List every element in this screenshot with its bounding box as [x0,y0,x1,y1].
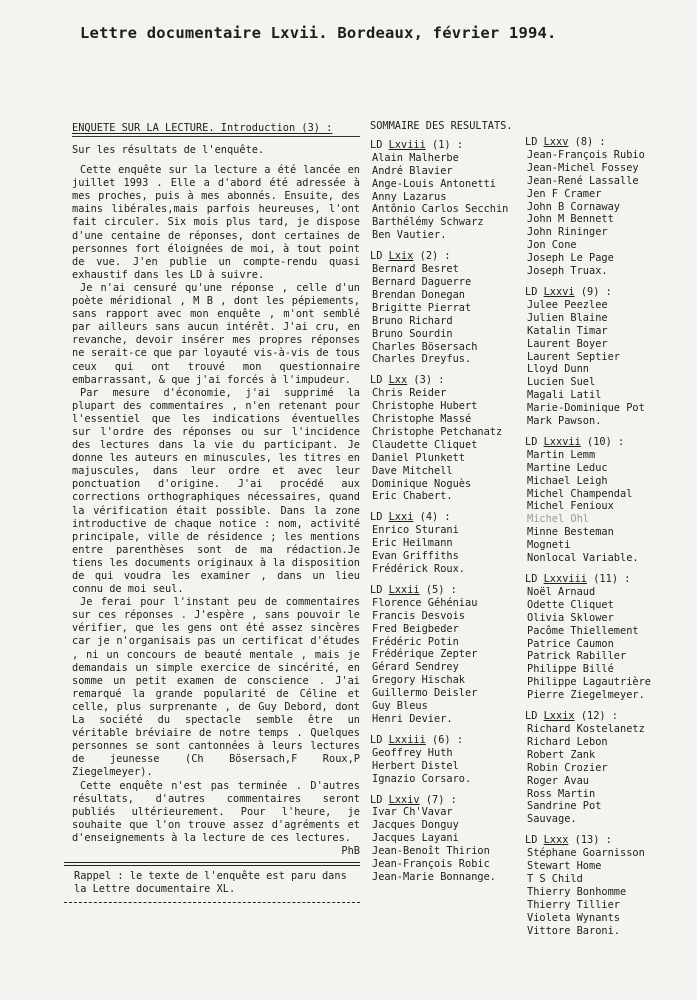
group-prefix: LD [525,285,538,298]
result-group [370,511,530,576]
participant-name: Barthélémy Schwarz [372,216,484,229]
participant-name: Jean-François Rubio [527,148,645,161]
participant-name: Ignazio Corsaro. [372,772,472,785]
result-group [370,734,530,786]
participant-name: Bruno Sourdin [372,327,453,340]
signature: PhB [341,844,360,857]
participant-name: Philippe Billé [527,663,614,676]
participant-name: Michel Fenioux [527,500,614,513]
summary-column-right [525,136,690,945]
participant-name: Fred Beigbeder [372,622,459,635]
result-group-heading [370,374,530,387]
participant-name: Laurent Septier [527,350,620,363]
result-group-heading [525,286,690,299]
participant-name: Frédéric Potin [372,635,459,648]
group-count: (12) : [580,710,619,723]
participant-name: Mark Pawson. [527,415,602,428]
group-roman-number: Lxxv [543,136,569,148]
participant-name: Robin Crozier [527,761,608,774]
participant-name: Bernard Daguerre [372,275,472,288]
participant-name: Evan Griffiths [372,550,459,563]
participant-name: Stéphane Goarnisson [527,847,645,860]
participant-name: Henri Devier. [372,712,453,725]
group-prefix: LD [370,511,383,524]
participant-name: Enrico Sturani [372,524,459,537]
participant-name: Roger Avau [527,774,589,787]
group-count: (6) : [432,733,464,746]
participant-name: Patrick Rabiller [527,650,627,663]
participant-name: Robert Zank [527,748,596,761]
result-group-heading [370,794,530,807]
result-group [370,139,530,242]
participant-name: Anny Lazarus [372,190,447,203]
participant-name: Marie-Dominique Pot [527,402,645,415]
result-group [525,834,690,937]
article-paragraph: Je ferai pour l'instant peu de commentaires sur ces réponses . J'espère , sans pouvoir le vérifier, que les gens ont été assez sincères car je n'organisais pas un certificat d'études , ni un concours de beauté mentale , mais je demandais un simple exercice de sincérité, en somme un petit examen de conscience . J'ai remarqué la grande popularité de Céline et celle, plus surprenante , de Guy Debord, dont La société du spectacle semble être un véritable bréviaire de notre temps . Quelques personnes se sont cantonnées à leurs lectures de jeunesse (Ch Bösersach,F Roux,P Ziegelmeyer). [72,596,360,779]
result-group [525,436,690,565]
group-roman-number: Lxviii [388,138,426,151]
participant-name: Mogneti [527,539,571,552]
participant-name: Sauvage. [527,813,577,826]
result-group-heading [525,136,690,149]
participant-name: Charles Dreyfus. [372,353,472,366]
participant-name: Patrice Caumon [527,637,614,650]
participant-name: Florence Géhéniau [372,596,478,609]
group-roman-number: Lxxvii [543,435,581,448]
participant-name: John Rininger [527,226,608,239]
group-roman-number: Lxix [388,250,414,263]
participant-name: Jacques Donguy [372,819,459,832]
summary-heading: SOMMAIRE DES RESULTATS. [370,120,513,132]
group-prefix: LD [370,733,383,746]
group-prefix: LD [370,793,383,806]
participant-name: Jean-Benoît Thirion [372,845,490,858]
participant-name: Jean-René Lassalle [527,174,639,187]
participant-name: Brendan Donegan [372,288,465,301]
participant-name: Nonlocal Variable. [527,552,639,565]
result-group [525,573,690,702]
result-group-heading [525,834,690,847]
group-roman-number: Lxxiii [388,733,426,746]
result-group-heading [370,734,530,747]
participant-name: Jen F Cramer [527,187,602,200]
participant-name: Lloyd Dunn [527,363,589,376]
group-count: (3) : [413,374,445,387]
group-count: (5) : [425,583,457,596]
participant-name: Martin Lemm [527,448,596,461]
participant-name: Bruno Richard [372,314,453,327]
participant-name: Claudette Cliquet [372,438,478,451]
participant-name: Jacques Layani [372,832,459,845]
participant-name: John M Bennett [527,213,614,226]
participant-name: Chris Reider [372,387,447,400]
participant-name: Jon Cone [527,239,577,252]
article-paragraph: Cette enquête n'est pas terminée . D'autres résultats, d'autres commentaires seront publiés ultérieurement. Pour l'heure, je souhaite que l'on trouve assez d'agréments et d'enseignements à la lecture de ces lectures. [72,779,360,844]
result-group [370,250,530,366]
participant-name: Ross Martin [527,787,596,800]
participant-name: Charles Bösersach [372,340,478,353]
participant-name: Thierry Bonhomme [527,885,627,898]
participant-name: Michel Champendal [527,487,633,500]
participant-name: Gregory Hischak [372,674,465,687]
article-column [64,122,360,903]
group-prefix: LD [525,136,538,148]
group-count: (11) : [593,573,631,585]
participant-name: Thierry Tillier [527,898,620,911]
group-prefix: LD [525,573,538,585]
group-prefix: LD [525,710,538,723]
group-count: (13) : [574,834,612,847]
summary-column-middle [370,120,530,892]
group-prefix: LD [370,374,383,387]
participant-name: Laurent Boyer [527,337,608,350]
result-group [525,710,690,826]
participant-name: Martine Leduc [527,461,608,474]
group-prefix: LD [370,250,383,263]
participant-name: Dominique Noguès [372,477,472,490]
result-group [370,374,530,503]
group-prefix: LD [525,834,538,847]
group-prefix: LD [525,435,538,448]
participant-name: Herbert Distel [372,759,459,772]
participant-name: Stewart Home [527,860,602,873]
group-roman-number: Lxxiv [388,793,420,806]
participant-name: Christophe Petchanatz [372,425,503,438]
dashed-rule-divider [64,902,360,903]
participant-name: Richard Lebon [527,735,608,748]
participant-name: Frédérique Zepter [372,648,478,661]
group-roman-number: Lxxx [543,834,569,847]
article-heading: ENQUETE SUR LA LECTURE. Introduction (3) : [72,122,360,137]
participant-name: Julien Blaine [527,311,608,324]
result-group-heading [370,511,530,524]
participant-name: Violeta Wynants [527,911,620,924]
participant-name: Odette Cliquet [527,598,614,611]
article-paragraph: Cette enquête sur la lecture a été lancée en juillet 1993 . Elle a d'abord été adressée à mes proches, puis à mes abonnés. Ensuite, des mains libérales,mais parfois heureuses, l'ont fait circuler. Six mois plus tard, je dispose d'une centaine de réponses, dont certaines de personnes fort éloignées de moi, à tout point de vue. J'en publie un compte-rendu quasi exhaustif dans les LD à suivre. [72,164,360,281]
participant-name: Joseph Le Page [527,252,614,265]
participant-name: Pacôme Thiellement [527,624,639,637]
participant-name: Sandrine Pot [527,800,602,813]
participant-name: Minne Besteman [527,526,614,539]
group-roman-number: Lxxi [388,511,414,524]
result-group [370,584,530,726]
participant-name: Guy Bleus [372,700,428,713]
participant-name: Christophe Massé [372,413,472,426]
result-group-heading [370,584,530,597]
group-roman-number: Lxxvi [543,285,575,298]
participant-name: André Blavier [372,164,453,177]
group-prefix: LD [370,138,383,151]
group-prefix: LD [370,583,383,596]
result-group-heading [525,436,690,449]
participant-name: Katalin Timar [527,324,608,337]
participant-name: Ben Vautier. [372,229,447,242]
participant-name: Bernard Besret [372,263,459,276]
participant-name: Jean-Marie Bonnange. [372,870,496,883]
result-group-heading [370,139,530,152]
participant-name: Michel Ohl [527,513,589,526]
participant-name: Olivia Sklower [527,611,614,624]
group-count: (2) : [419,250,451,263]
participant-name: Brigitte Pierrat [372,301,472,314]
participant-name: Guillermo Deisler [372,687,478,700]
participant-name: Alain Malherbe [372,151,459,164]
result-group [370,794,530,884]
group-roman-number: Lxx [388,374,408,387]
participant-name: Joseph Truax. [527,265,608,278]
page-title: Lettre documentaire Lxvii. Bordeaux, février 1994. [80,24,557,42]
group-count: (8) : [574,136,606,148]
group-count: (4) : [419,511,451,524]
result-group [525,286,690,428]
participant-name: Jean-François Robic [372,858,490,871]
participant-name: Jean-Michel Fossey [527,161,639,174]
participant-name: Magali Latil [527,389,602,402]
group-count: (1) : [432,138,464,151]
group-roman-number: Lxxix [543,710,575,723]
participant-name: Antônio Carlos Secchin [372,203,509,216]
participant-name: Pierre Ziegelmeyer. [527,689,645,702]
participant-name: Michael Leigh [527,474,608,487]
group-roman-number: Lxxii [388,583,420,596]
group-roman-number: Lxxviii [543,573,588,585]
participant-name: Julee Peezlee [527,298,608,311]
participant-name: Gérard Sendrey [372,661,459,674]
participant-name: Daniel Plunkett [372,451,465,464]
article-paragraph: Par mesure d'économie, j'ai supprimé la plupart des commentaires , n'en retenant pour l'essentiel que les indications éventuelles sur l'ordre des réponses ou sur l'incidence des lectures dans la vie du participant. Je donne les auteurs en minuscules, les titres en majuscules, dans leur ordre et avec leur ponctuation d'origine. J'ai procédé aux corrections orthographiques nécessaires, quand la vérification était possible. Dans la zone introductive de chaque notice : nom, activité principale, ville de résidence ; les mentions entre parenthèses sont de ma rédaction.Je tiens les documents originaux à la disposition de qui voudra les examiner , dans un lieu connu de moi seul. [72,386,360,596]
participant-name: Ivar Ch'Vavar [372,806,453,819]
result-group-heading [525,710,690,723]
result-group-heading [370,250,530,263]
participant-name: Vittore Baroni. [527,924,620,937]
participant-name: Dave Mitchell [372,464,453,477]
article-subheading: Sur les résultats de l'enquête. [72,144,265,156]
article-paragraph: Je n'ai censuré qu'une réponse , celle d'un poète méridional , M B , dont les pépiements, sans rapport avec mon enquête , m'ont semblé par ailleurs sans aucun intérêt. J'ai cru, en revanche, devoir insérer mes propres réponses ne serait-ce que par loyauté vis-à-vis de tous ceux qui ont trouvé mon questionnaire embarrassant, & que j'ai forcés à l'impudeur. [72,281,360,386]
participant-name: Eric Chabert. [372,490,453,503]
result-group [525,136,690,278]
participant-name: Geoffrey Huth [372,746,453,759]
participant-name: T S Child [527,872,583,885]
participant-name: Frédérick Roux. [372,563,465,575]
participant-name: Ange-Louis Antonetti [372,177,496,190]
group-count: (7) : [425,793,457,806]
reminder-note: Rappel : le texte de l'enquête est paru dans la Lettre documentaire XL. [74,870,347,896]
participant-name: Richard Kostelanetz [527,722,645,735]
participant-name: Christophe Hubert [372,400,478,413]
group-count: (10) : [587,435,625,448]
result-group-heading [525,573,690,586]
participant-name: Eric Heilmann [372,537,453,550]
participant-name: Lucien Suel [527,376,596,389]
participant-name: Philippe Lagautrière [527,676,651,689]
participant-name: Noël Arnaud [527,585,596,598]
group-count: (9) : [580,285,612,298]
double-rule-divider [64,862,360,866]
participant-name: John B Cornaway [527,200,620,213]
participant-name: Francis Desvois [372,609,465,622]
